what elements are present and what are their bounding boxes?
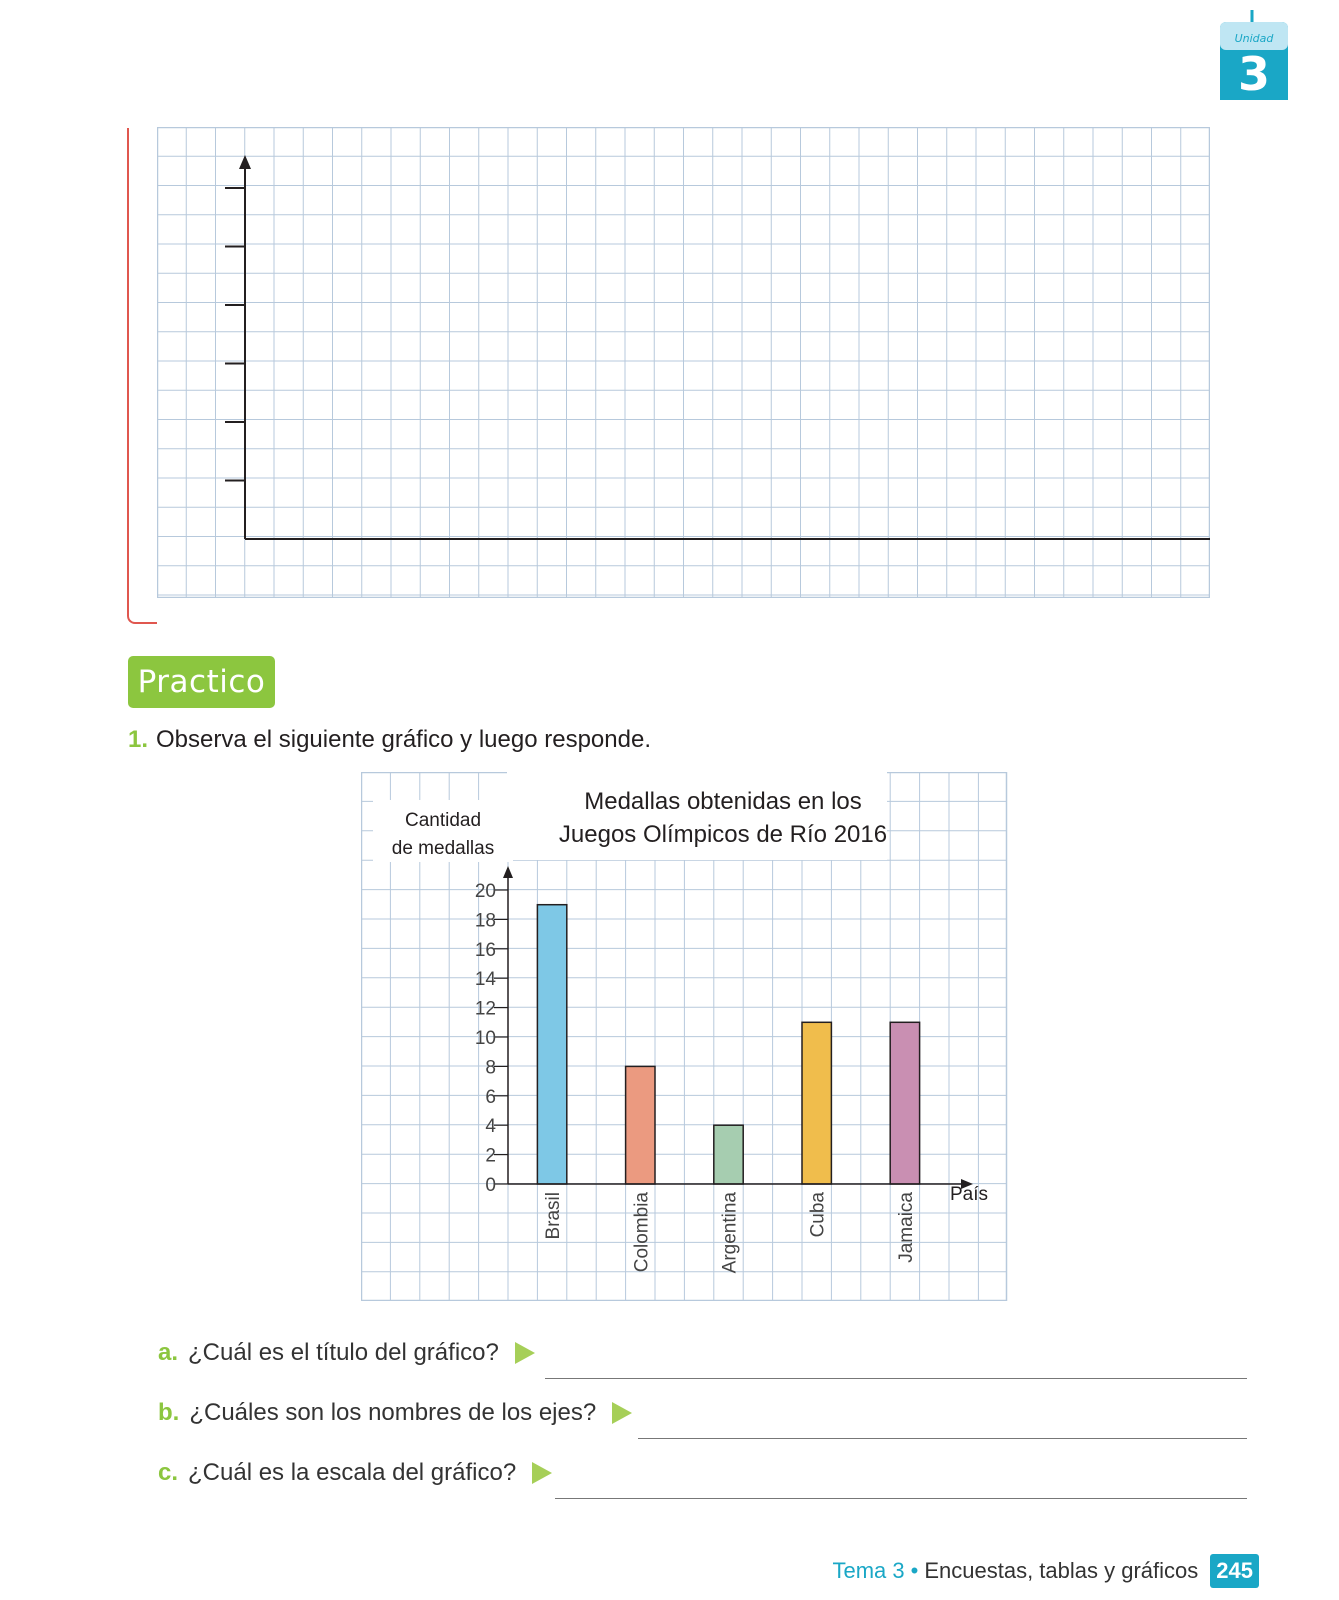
footer-tema: Tema 3 [832,1558,905,1583]
bar-argentina [714,1125,743,1184]
footer-subtitle: Encuestas, tablas y gráficos [924,1558,1199,1583]
play-arrow-icon [532,1462,552,1484]
question-letter: c. [158,1459,179,1486]
answer-line-c[interactable] [555,1498,1247,1499]
y-tick-label: 18 [474,910,496,932]
margin-bracket [127,128,157,624]
y-tick-label: 0 [485,1175,496,1196]
question-b [158,1393,632,1433]
bar-brasil [537,905,566,1184]
y-tick-label: 16 [474,939,496,961]
y-tick-label: 6 [485,1086,496,1108]
play-arrow-icon [612,1402,632,1424]
unit-number: 3 [1237,47,1271,100]
y-tick-label: 12 [474,998,496,1020]
x-tick-label: Colombia [631,1192,653,1273]
footer-separator: • [910,1558,919,1583]
x-axis-label: País [949,1184,989,1205]
page-footer [833,1554,1260,1588]
chart-title-line2: Juegos Olímpicos de Río 2016 [558,821,888,848]
bar-cuba [802,1022,831,1184]
y-tick-label: 10 [474,1028,496,1049]
question-text: ¿Cuál es el título del gráfico? [188,1339,499,1366]
unit-badge [1220,10,1290,100]
exercise-text: Observa el siguiente gráfico y luego responde. [156,726,651,753]
page-number: 245 [1210,1554,1259,1588]
x-tick-label: Brasil [543,1192,565,1240]
y-tick-label: 14 [474,969,496,991]
exercise-number: 1. [128,726,149,753]
y-tick-label: 4 [485,1116,496,1138]
chart-title-line1: Medallas obtenidas en los [584,788,862,815]
empty-graph-grid [157,127,1210,598]
answer-line-a[interactable] [545,1378,1247,1379]
x-tick-label: Jamaica [895,1192,917,1263]
question-c [158,1453,552,1493]
y-axis-arrow-icon [503,866,513,878]
question-letter: a. [158,1339,179,1366]
question-text: ¿Cuál es la escala del gráfico? [188,1459,517,1486]
y-tick-label: 8 [485,1057,496,1079]
exercise-instruction [128,726,651,754]
question-letter: b. [158,1399,180,1426]
bar-jamaica [890,1022,919,1184]
answer-line-b[interactable] [638,1438,1247,1439]
y-axis-label-line1: Cantidad [404,810,482,831]
unit-label: Unidad [1234,32,1274,45]
y-tick-label: 2 [485,1145,496,1167]
play-arrow-icon [515,1342,535,1364]
x-tick-label: Cuba [807,1192,829,1238]
section-title: Practico [128,656,275,708]
x-tick-label: Argentina [719,1192,741,1274]
bar-colombia [626,1066,655,1184]
y-axis-label-line2: de medallas [391,838,495,859]
question-text: ¿Cuáles son los nombres de los ejes? [189,1399,597,1426]
question-a [158,1333,535,1373]
y-axis-arrow-icon [239,155,251,169]
y-tick-label: 20 [474,881,496,902]
medals-bar-chart [361,772,1339,1301]
